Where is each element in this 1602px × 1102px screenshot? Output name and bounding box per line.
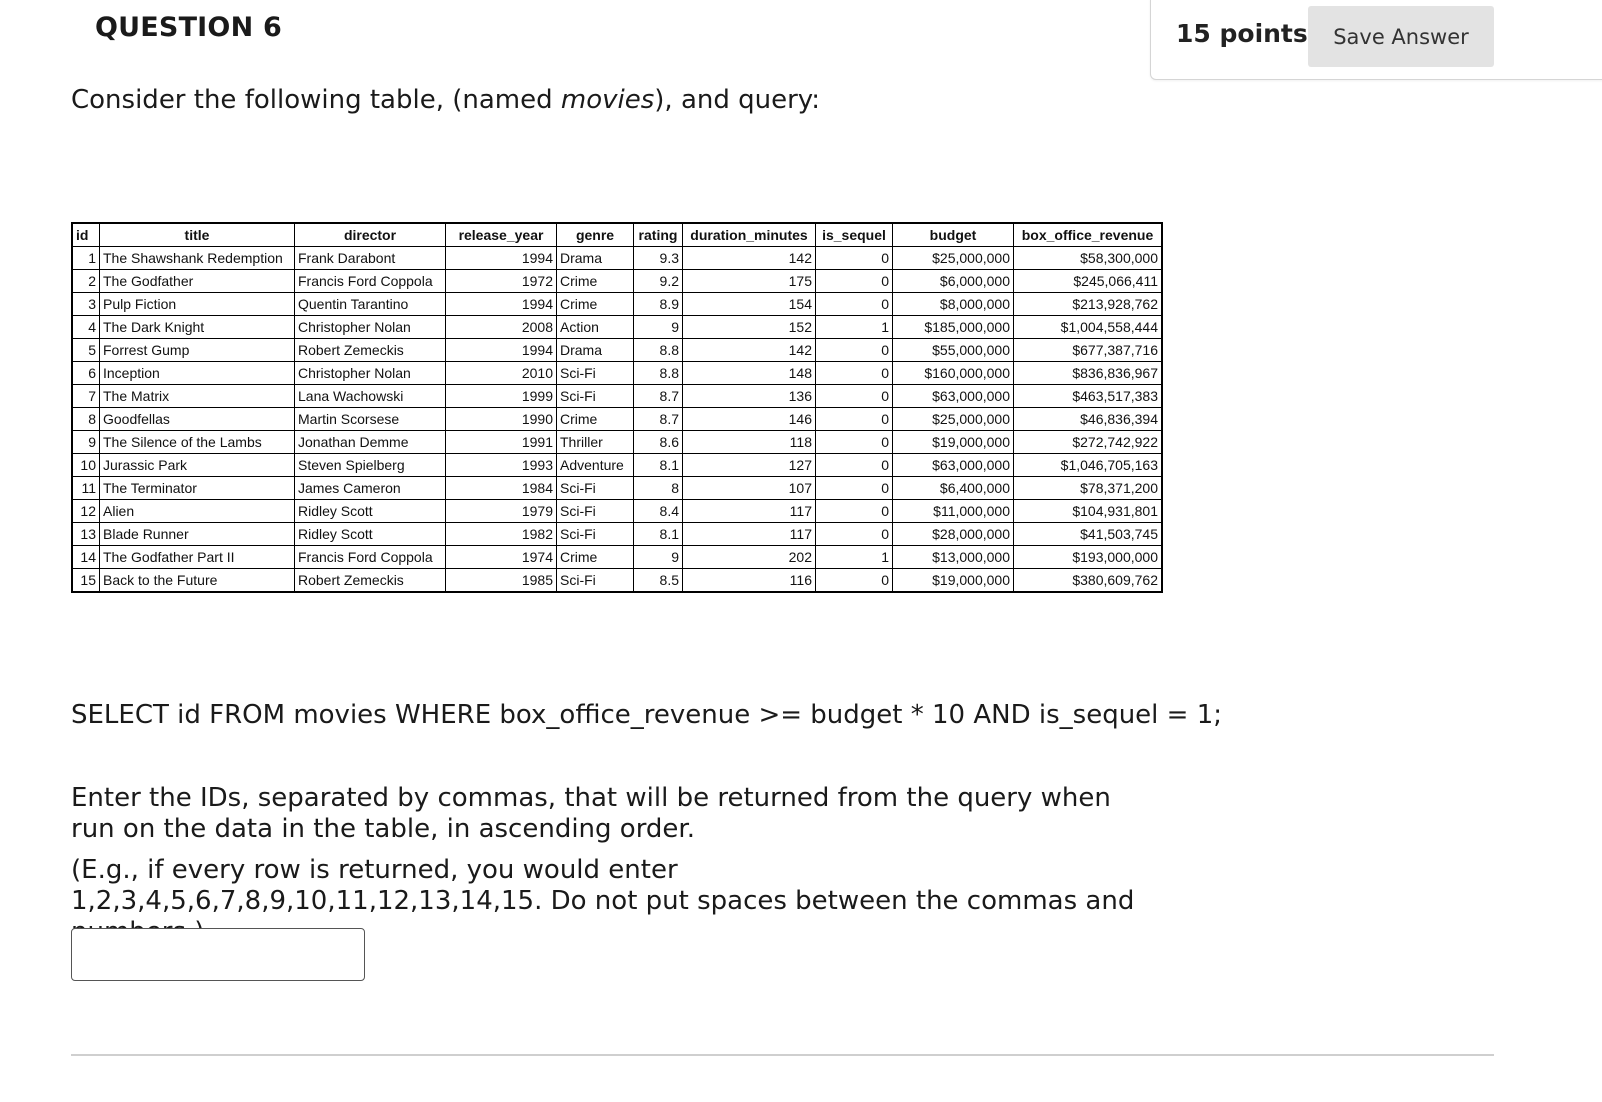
intro-text-before: Consider the following table, (named <box>71 85 561 115</box>
cell-rating: 8 <box>634 477 683 500</box>
section-divider <box>71 1054 1494 1056</box>
cell-title: Alien <box>100 500 295 523</box>
cell-rating: 8.8 <box>634 339 683 362</box>
cell-release-year: 1972 <box>446 270 557 293</box>
cell-duration-minutes: 136 <box>683 385 816 408</box>
cell-genre: Action <box>557 316 634 339</box>
cell-budget: $185,000,000 <box>893 316 1014 339</box>
cell-box-office-revenue: $677,387,716 <box>1014 339 1163 362</box>
table-body <box>72 247 1162 593</box>
cell-id: 10 <box>72 454 100 477</box>
cell-budget: $160,000,000 <box>893 362 1014 385</box>
cell-budget: $6,000,000 <box>893 270 1014 293</box>
cell-duration-minutes: 117 <box>683 523 816 546</box>
cell-title: The Godfather <box>100 270 295 293</box>
cell-box-office-revenue: $1,004,558,444 <box>1014 316 1163 339</box>
cell-release-year: 1974 <box>446 546 557 569</box>
cell-director: Christopher Nolan <box>295 316 446 339</box>
table-row <box>72 523 1162 546</box>
table-row <box>72 569 1162 593</box>
table-row <box>72 385 1162 408</box>
cell-id: 6 <box>72 362 100 385</box>
cell-director: Steven Spielberg <box>295 454 446 477</box>
cell-budget: $28,000,000 <box>893 523 1014 546</box>
cell-duration-minutes: 154 <box>683 293 816 316</box>
cell-duration-minutes: 118 <box>683 431 816 454</box>
cell-duration-minutes: 148 <box>683 362 816 385</box>
cell-genre: Crime <box>557 408 634 431</box>
cell-budget: $8,000,000 <box>893 293 1014 316</box>
cell-id: 15 <box>72 569 100 593</box>
cell-is-sequel: 0 <box>816 385 893 408</box>
cell-release-year: 1979 <box>446 500 557 523</box>
cell-genre: Sci-Fi <box>557 362 634 385</box>
cell-box-office-revenue: $78,371,200 <box>1014 477 1163 500</box>
cell-title: Inception <box>100 362 295 385</box>
cell-is-sequel: 0 <box>816 362 893 385</box>
cell-rating: 8.8 <box>634 362 683 385</box>
cell-director: Ridley Scott <box>295 500 446 523</box>
cell-release-year: 1994 <box>446 339 557 362</box>
cell-release-year: 1994 <box>446 247 557 270</box>
cell-id: 5 <box>72 339 100 362</box>
cell-director: Frank Darabont <box>295 247 446 270</box>
question-intro <box>71 85 820 115</box>
table-row <box>72 247 1162 270</box>
cell-director: Francis Ford Coppola <box>295 270 446 293</box>
cell-budget: $19,000,000 <box>893 431 1014 454</box>
intro-table-name: movies <box>560 85 655 115</box>
cell-release-year: 1985 <box>446 569 557 593</box>
cell-title: The Silence of the Lambs <box>100 431 295 454</box>
cell-is-sequel: 0 <box>816 477 893 500</box>
cell-rating: 8.7 <box>634 408 683 431</box>
cell-director: Robert Zemeckis <box>295 339 446 362</box>
cell-box-office-revenue: $41,503,745 <box>1014 523 1163 546</box>
header-box-office-revenue: box_office_revenue <box>1014 223 1163 247</box>
cell-director: Martin Scorsese <box>295 408 446 431</box>
cell-genre: Sci-Fi <box>557 569 634 593</box>
cell-budget: $13,000,000 <box>893 546 1014 569</box>
table-row <box>72 362 1162 385</box>
cell-genre: Crime <box>557 270 634 293</box>
cell-genre: Crime <box>557 546 634 569</box>
table-row <box>72 270 1162 293</box>
cell-director: Christopher Nolan <box>295 362 446 385</box>
cell-rating: 8.4 <box>634 500 683 523</box>
cell-release-year: 1990 <box>446 408 557 431</box>
cell-budget: $63,000,000 <box>893 454 1014 477</box>
cell-duration-minutes: 146 <box>683 408 816 431</box>
cell-duration-minutes: 117 <box>683 500 816 523</box>
cell-id: 13 <box>72 523 100 546</box>
cell-director: Jonathan Demme <box>295 431 446 454</box>
example-text: (E.g., if every row is returned, you would enter 1,2,3,4,5,6,7,8,9,10,11,12,13,14,15. Do not put spaces between the commas and <box>71 855 1135 916</box>
cell-genre: Sci-Fi <box>557 477 634 500</box>
cell-box-office-revenue: $58,300,000 <box>1014 247 1163 270</box>
cell-genre: Drama <box>557 339 634 362</box>
cell-director: Francis Ford Coppola <box>295 546 446 569</box>
cell-duration-minutes: 202 <box>683 546 816 569</box>
answer-input[interactable] <box>71 928 365 981</box>
cell-duration-minutes: 152 <box>683 316 816 339</box>
cell-title: The Dark Knight <box>100 316 295 339</box>
cell-release-year: 1999 <box>446 385 557 408</box>
cell-box-office-revenue: $193,000,000 <box>1014 546 1163 569</box>
cell-budget: $11,000,000 <box>893 500 1014 523</box>
cell-id: 7 <box>72 385 100 408</box>
cell-title: The Godfather Part II <box>100 546 295 569</box>
cell-director: Quentin Tarantino <box>295 293 446 316</box>
cell-duration-minutes: 175 <box>683 270 816 293</box>
cell-budget: $19,000,000 <box>893 569 1014 593</box>
cell-genre: Sci-Fi <box>557 500 634 523</box>
cell-rating: 8.1 <box>634 523 683 546</box>
cell-rating: 8.5 <box>634 569 683 593</box>
header-id: id <box>72 223 100 247</box>
table-row <box>72 500 1162 523</box>
cell-genre: Adventure <box>557 454 634 477</box>
header-duration-minutes: duration_minutes <box>683 223 816 247</box>
cell-title: Forrest Gump <box>100 339 295 362</box>
cell-title: Pulp Fiction <box>100 293 295 316</box>
cell-duration-minutes: 116 <box>683 569 816 593</box>
cell-release-year: 1991 <box>446 431 557 454</box>
cell-duration-minutes: 127 <box>683 454 816 477</box>
cell-release-year: 1984 <box>446 477 557 500</box>
cell-rating: 8.7 <box>634 385 683 408</box>
cell-is-sequel: 0 <box>816 247 893 270</box>
header-rating: rating <box>634 223 683 247</box>
cell-release-year: 2010 <box>446 362 557 385</box>
cell-title: The Matrix <box>100 385 295 408</box>
header-release-year: release_year <box>446 223 557 247</box>
cell-box-office-revenue: $46,836,394 <box>1014 408 1163 431</box>
cell-box-office-revenue: $272,742,922 <box>1014 431 1163 454</box>
instruction-text: Enter the IDs, separated by commas, that will be returned from the query when run on the data in the table, in ascending order. <box>71 783 1111 844</box>
cell-director: Robert Zemeckis <box>295 569 446 593</box>
cell-box-office-revenue: $104,931,801 <box>1014 500 1163 523</box>
cell-release-year: 1993 <box>446 454 557 477</box>
header-budget: budget <box>893 223 1014 247</box>
cell-id: 9 <box>72 431 100 454</box>
cell-title: The Terminator <box>100 477 295 500</box>
table-row <box>72 477 1162 500</box>
table-row <box>72 454 1162 477</box>
points-label: 15 points <box>1176 19 1308 48</box>
save-answer-button[interactable]: Save Answer <box>1308 6 1494 67</box>
table-row <box>72 546 1162 569</box>
table-header-row <box>72 223 1162 247</box>
cell-is-sequel: 0 <box>816 569 893 593</box>
cell-duration-minutes: 142 <box>683 339 816 362</box>
cell-release-year: 1994 <box>446 293 557 316</box>
intro-text-after: ), and query: <box>654 85 821 115</box>
cell-rating: 9.3 <box>634 247 683 270</box>
cell-rating: 8.1 <box>634 454 683 477</box>
header-is-sequel: is_sequel <box>816 223 893 247</box>
cell-is-sequel: 0 <box>816 408 893 431</box>
cell-id: 11 <box>72 477 100 500</box>
cell-id: 4 <box>72 316 100 339</box>
cell-is-sequel: 0 <box>816 431 893 454</box>
cell-director: James Cameron <box>295 477 446 500</box>
points-panel <box>1150 0 1602 80</box>
cell-rating: 9 <box>634 546 683 569</box>
cell-director: Ridley Scott <box>295 523 446 546</box>
cell-genre: Drama <box>557 247 634 270</box>
cell-budget: $6,400,000 <box>893 477 1014 500</box>
cell-rating: 9 <box>634 316 683 339</box>
cell-id: 2 <box>72 270 100 293</box>
cell-duration-minutes: 107 <box>683 477 816 500</box>
cell-is-sequel: 0 <box>816 293 893 316</box>
cell-release-year: 2008 <box>446 316 557 339</box>
cell-genre: Thriller <box>557 431 634 454</box>
cell-budget: $55,000,000 <box>893 339 1014 362</box>
question-title: QUESTION 6 <box>95 12 282 43</box>
cell-box-office-revenue: $836,836,967 <box>1014 362 1163 385</box>
movies-table <box>71 222 1163 593</box>
cell-release-year: 1982 <box>446 523 557 546</box>
cell-genre: Crime <box>557 293 634 316</box>
cell-box-office-revenue: $1,046,705,163 <box>1014 454 1163 477</box>
cell-title: Blade Runner <box>100 523 295 546</box>
cell-director: Lana Wachowski <box>295 385 446 408</box>
cell-is-sequel: 0 <box>816 454 893 477</box>
cell-is-sequel: 0 <box>816 339 893 362</box>
header-genre: genre <box>557 223 634 247</box>
sql-query: SELECT id FROM movies WHERE box_office_revenue >= budget * 10 AND is_sequel = 1; <box>71 700 1223 730</box>
cell-title: The Shawshank Redemption <box>100 247 295 270</box>
cell-id: 1 <box>72 247 100 270</box>
cell-budget: $25,000,000 <box>893 247 1014 270</box>
cell-genre: Sci-Fi <box>557 385 634 408</box>
cell-rating: 9.2 <box>634 270 683 293</box>
cell-is-sequel: 0 <box>816 270 893 293</box>
cell-genre: Sci-Fi <box>557 523 634 546</box>
cell-box-office-revenue: $213,928,762 <box>1014 293 1163 316</box>
cell-box-office-revenue: $380,609,762 <box>1014 569 1163 593</box>
cell-id: 3 <box>72 293 100 316</box>
table-row <box>72 316 1162 339</box>
table-row <box>72 408 1162 431</box>
cell-title: Back to the Future <box>100 569 295 593</box>
cell-budget: $25,000,000 <box>893 408 1014 431</box>
cell-rating: 8.6 <box>634 431 683 454</box>
header-title: title <box>100 223 295 247</box>
cell-duration-minutes: 142 <box>683 247 816 270</box>
cell-id: 14 <box>72 546 100 569</box>
cell-title: Jurassic Park <box>100 454 295 477</box>
cell-is-sequel: 1 <box>816 316 893 339</box>
cell-box-office-revenue: $463,517,383 <box>1014 385 1163 408</box>
cell-box-office-revenue: $245,066,411 <box>1014 270 1163 293</box>
cell-budget: $63,000,000 <box>893 385 1014 408</box>
cell-title: Goodfellas <box>100 408 295 431</box>
cell-is-sequel: 0 <box>816 523 893 546</box>
cell-rating: 8.9 <box>634 293 683 316</box>
header-director: director <box>295 223 446 247</box>
cell-id: 8 <box>72 408 100 431</box>
table-row <box>72 293 1162 316</box>
table-row <box>72 431 1162 454</box>
cell-id: 12 <box>72 500 100 523</box>
cell-is-sequel: 0 <box>816 500 893 523</box>
cell-is-sequel: 1 <box>816 546 893 569</box>
table-row <box>72 339 1162 362</box>
